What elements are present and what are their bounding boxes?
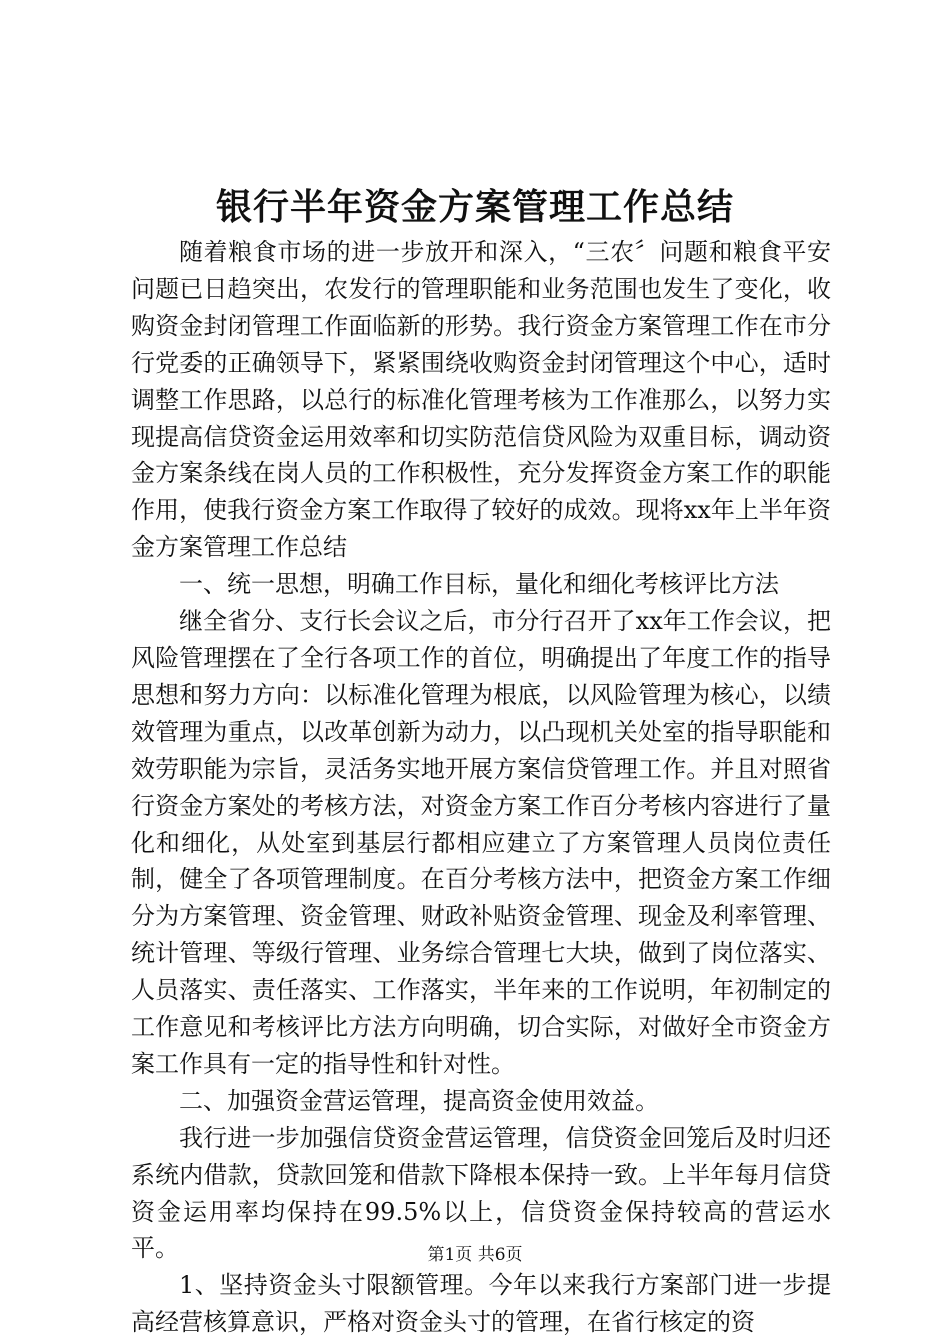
paragraph-intro: 随着粮食市场的进一步放开和深入，“三农〞问题和粮食平安问题已日趋突出，农发行的管理职能和业务范围也发生了变化，收购资金封闭管理工作面临新的形势。我行资金方案管理工作在市分行党委的正确领导下，紧紧围绕收购资金封闭管理这个中心，适时调整工作思路，以总行的标准化管理考核为工作准那么，以努力实现提高信贷资金运用效率和切实防范信贷风险为双重目标，调动资金方案条线在岗人员的工作积极性，充分发挥资金方案工作的职能作用，使我行资金方案工作取得了较好的成效。现将xx年上半年资金方案管理工作总结 — [131, 238, 831, 562]
page-total: 共6页 — [477, 1245, 523, 1265]
paragraph-section-1: 继全省分、支行长会议之后，市分行召开了xx年工作会议，把风险管理摆在了全行各项工作的首位，明确提出了年度工作的指导思想和努力方向：以标准化管理为根底，以风险管理为核心，以绩效管理为重点，以改革创新为动力，以凸现机关处室的指导职能和效劳职能为宗旨，灵活务实地开展方案信贷管理工作。并且对照省行资金方案处的考核方法，对资金方案工作百分考核内容进行了量化和细化，从处室到基层行都相应建立了方案管理人员岗位责任制，健全了各项管理制度。在百分考核方法中，把资金方案工作细分为方案管理、资金管理、财政补贴资金管理、现金及利率管理、统计管理、等级行管理、业务综合管理七大块，做到了岗位落实、人员落实、责任落实、工作落实，半年来的工作说明，年初制定的工作意见和考核评比方法方向明确，切合实际，对做好全市资金方案工作具有一定的指导性和针对性。 — [131, 607, 831, 1078]
document-title: 银行半年资金方案管理工作总结 — [215, 186, 734, 228]
paragraph-section-2: 我行进一步加强信贷资金营运管理，信贷资金回笼后及时归还系统内借款，贷款回笼和借款下降根本保持一致。上半年每月信贷资金运用率均保持在99.5%以上，信贷资金保持较高的营运水平。 — [131, 1123, 831, 1263]
section-heading-1: 一、统一思想，明确工作目标，量化和细化考核评比方法 — [179, 570, 779, 599]
page-footer — [0, 1244, 950, 1266]
paragraph-subsection-1: 1、坚持资金头寸限额管理。今年以来我行方案部门进一步提高经营核算意识，严格对资金头寸的管理，在省行核定的资 — [131, 1271, 831, 1337]
page-number: 第1页 — [427, 1245, 473, 1265]
document-body — [131, 234, 831, 1341]
section-heading-2: 二、加强资金营运管理，提高资金使用效益。 — [179, 1086, 659, 1115]
